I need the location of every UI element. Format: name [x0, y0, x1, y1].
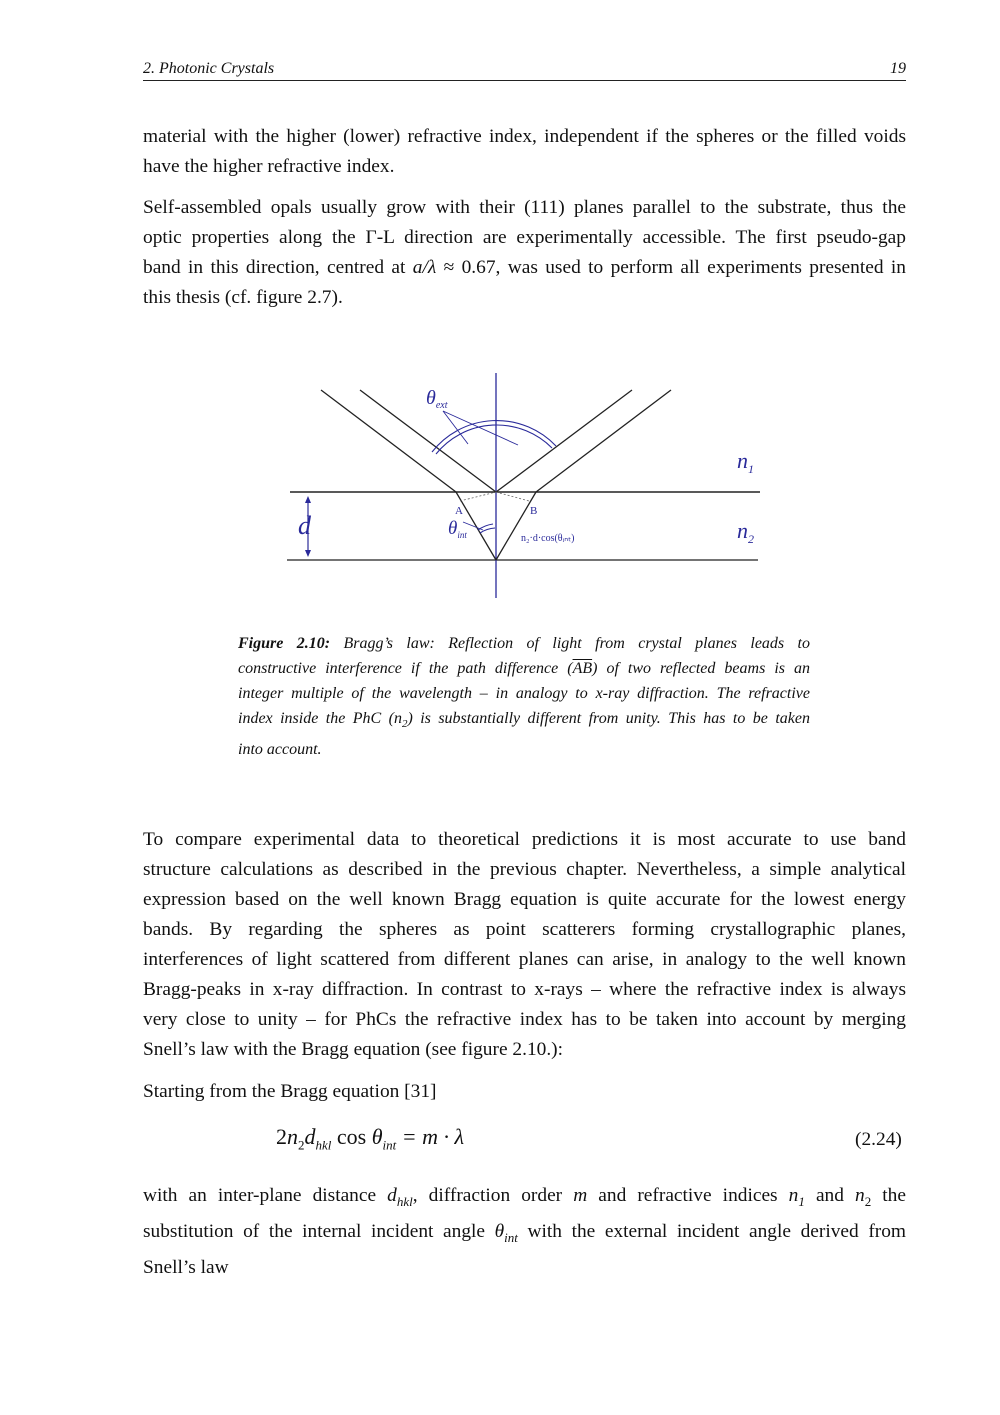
theta-int-label: $\theta_{int}$ [448, 518, 467, 540]
wavefront-right [496, 492, 529, 501]
figure-label: Figure 2.10: [238, 635, 331, 652]
text-line: material with the higher (lower) refractive index, independent if the spheres or the filled voids [143, 126, 906, 147]
text-line: substitution of the internal incident angle $\theta_{int}$ with the external incident angle derived from [143, 1220, 907, 1245]
arrow-head-up [305, 496, 311, 503]
path-ab: $\overline{AB}$ [572, 660, 593, 677]
text-line [143, 253, 906, 283]
running-header [143, 58, 906, 81]
paragraph-1 [143, 122, 906, 182]
text-line: Snell’s law [143, 1256, 229, 1278]
page-number: 19 [890, 60, 906, 77]
text-line: this thesis (cf. figure 2.7). [143, 287, 343, 308]
n2-label: $n_2$ [737, 518, 754, 546]
wavefront-left [460, 492, 496, 501]
internal-angle-arc [480, 528, 495, 533]
d-label: d [298, 511, 311, 540]
bragg-equation: $2n_2d_{hkl}$ $\cos \theta_{int} = m \cdot \lambda$ [276, 1124, 465, 1153]
point-b-label: B [530, 505, 538, 517]
text-line: Bragg-peaks in x-ray diffraction. In contrast to x-rays – where the refractive index is always [143, 979, 906, 1000]
point-a-label: A [455, 505, 463, 517]
text-line: have the higher refractive index. [143, 156, 395, 177]
refracted-beam-left [456, 492, 496, 560]
paragraph-3 [143, 825, 906, 1065]
theta-ext-label: $\theta_{ext}$ [426, 387, 448, 411]
text-run: ≈ 0.67, was used to perform all experiments presented in [436, 257, 906, 278]
angle-pointer [443, 411, 518, 445]
arrow-head-down [305, 550, 311, 557]
paragraph-4 [143, 1077, 906, 1107]
angle-pointer [463, 522, 483, 530]
text-line: Starting from the Bragg equation [31] [143, 1081, 437, 1102]
caption-line: Figure 2.10: Bragg’s law: Reflection of light from crystal planes leads to [238, 635, 811, 652]
path-difference-label: n₂·d·cos(θᵢₙₜ) [521, 533, 575, 544]
equation-number: (2.24) [855, 1129, 902, 1150]
figure-caption [238, 631, 810, 762]
n1-label: $n_1$ [737, 448, 754, 476]
text-line: To compare experimental data to theoretical predictions it is most accurate to use band [143, 829, 906, 850]
text-run: band in this direction, centred at [143, 257, 413, 278]
text-line: with an inter-plane distance $d_{hkl}$, diffraction order m and refractive indices $n_1$ and $n_2$ the [143, 1185, 906, 1209]
text-line: Snell’s law with the Bragg equation (see figure 2.10.): [143, 1039, 564, 1060]
reflected-beam-outer [536, 390, 671, 492]
refracted-beam-right [496, 492, 536, 560]
ratio-symbol: a/λ [412, 257, 437, 278]
text-line: optic properties along the Γ-L direction are experimentally accessible. The first pseudo-gap [143, 227, 906, 248]
caption-line: into account. [238, 741, 322, 759]
paragraph-2 [143, 193, 906, 313]
caption-line: index inside the PhC $(n_2)$ is substantially different from unity. This has to be taken [238, 710, 810, 731]
caption-line: integer multiple of the wavelength – in analogy to x-ray diffraction. The refractive [238, 685, 810, 702]
text-line: interferences of light scattered from different planes can arise, in analogy to the well known [143, 949, 906, 970]
text-line: very close to unity – for PhCs the refractive index has to be taken into account by merging [143, 1009, 906, 1030]
text-line: expression based on the well known Bragg equation is quite accurate for the lowest energy [143, 889, 906, 910]
text-line: Self-assembled opals usually grow with their (111) planes parallel to the substrate, thus the [143, 197, 906, 218]
chapter-title: 2. Photonic Crystals [143, 60, 275, 77]
reflected-beam-inner [496, 390, 632, 492]
caption-line: constructive interference if the path difference $(\overline{AB})$ of two reflected beams is an [238, 660, 810, 677]
bragg-diagram [280, 368, 770, 603]
paragraph-5 [143, 1181, 906, 1283]
text-line: bands. By regarding the spheres as point scatterers forming crystallographic planes, [143, 919, 906, 940]
text-line: structure calculations as described in the previous chapter. Nevertheless, a simple analytical [143, 859, 906, 880]
